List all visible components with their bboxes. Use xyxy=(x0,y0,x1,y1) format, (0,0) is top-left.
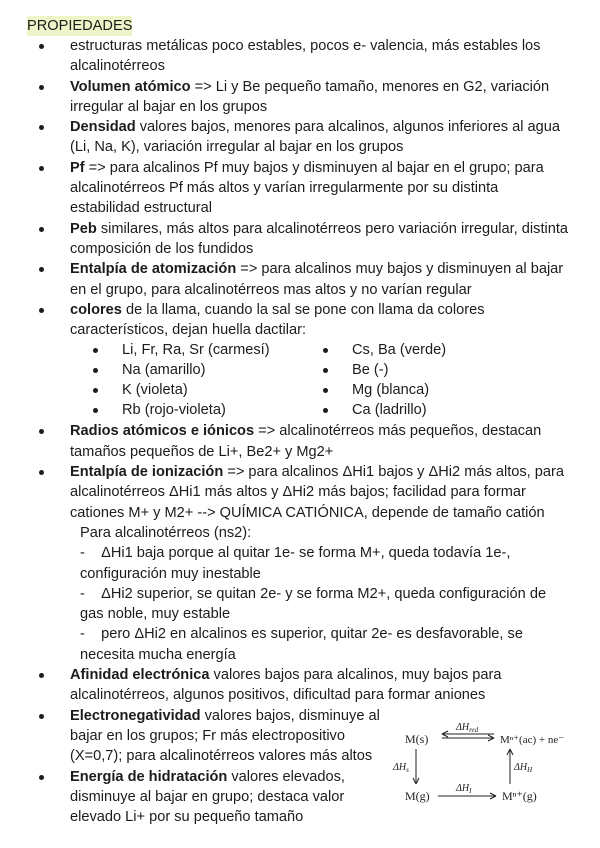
item-term: Pf xyxy=(70,159,85,176)
bullet-dot xyxy=(323,348,328,353)
h-red-label: $\Delta H_{red}$ xyxy=(456,722,479,734)
h-i-label: $\Delta H_I$ xyxy=(456,783,472,795)
properties-list xyxy=(0,36,600,827)
born-haber-cycle-diagram xyxy=(390,718,585,813)
bullet-dot xyxy=(39,85,44,90)
bullet-dot xyxy=(39,429,44,434)
gas-ion-label: Mⁿ⁺(g) xyxy=(502,789,537,803)
ionization-point xyxy=(70,624,570,665)
list-item xyxy=(0,219,600,260)
item-text: valores bajos para alcalinos, muy bajos para alcalinotérreos, algunos positivos, dificultad para formar aniones xyxy=(70,667,502,704)
flame-text: Li, Fr, Ra, Sr (carmesí) xyxy=(122,342,270,359)
item-text: => para alcalinos muy bajos y disminuyen al bajar en el grupo, para alcalinotérreos mas altos y no varían regular xyxy=(70,261,564,298)
item-term: Energía de hidratación xyxy=(70,768,228,785)
solid-metal-label: M(s) xyxy=(405,732,429,746)
dash-marker: - xyxy=(80,585,85,602)
aqueous-ion-label: Mⁿ⁺(ac) + ne⁻ xyxy=(500,734,565,746)
item-term: Densidad xyxy=(70,119,136,136)
list-item xyxy=(0,36,600,77)
item-text: valores elevados, disminuye al bajar en grupo; destaca valor elevado Li+ por su pequeño tamaño xyxy=(70,768,345,826)
list-item xyxy=(0,77,600,118)
flame-text: Rb (rojo-violeta) xyxy=(122,402,226,419)
flame-text: Be (-) xyxy=(352,362,389,379)
flame-colors-list xyxy=(70,340,570,421)
list-item xyxy=(0,421,600,462)
gas-metal-label: M(g) xyxy=(405,789,430,803)
list-item xyxy=(0,665,600,706)
bullet-dot xyxy=(93,368,98,373)
flame-item xyxy=(122,360,206,380)
bullet-dot xyxy=(39,470,44,475)
flame-text: Ca (ladrillo) xyxy=(352,402,427,419)
item-term: Radios atómicos e iónicos xyxy=(70,423,255,440)
flame-item xyxy=(122,340,270,360)
list-item xyxy=(0,158,600,219)
bullet-dot xyxy=(39,673,44,678)
item-term: Peb xyxy=(70,220,97,237)
ionization-text: pero ΔHi2 en alcalinos es superior, quitar 2e- es desfavorable, se necesita mucha energía xyxy=(80,626,523,663)
ionization-details xyxy=(80,523,570,543)
flame-item xyxy=(352,360,388,380)
item-term: Afinidad electrónica xyxy=(70,667,210,684)
item-term: colores xyxy=(70,301,122,318)
bullet-dot xyxy=(323,388,328,393)
item-term: Entalpía de atomización xyxy=(70,261,237,278)
bullet-dot xyxy=(39,267,44,272)
ionization-text: ΔHi1 baja porque al quitar 1e- se forma M+, queda todavía 1e-, configuración muy inestable xyxy=(80,545,511,582)
bullet-dot xyxy=(93,408,98,413)
bullet-dot xyxy=(93,388,98,393)
item-content xyxy=(70,706,380,767)
dash-marker: - xyxy=(80,545,85,562)
h-s-label: $\Delta H_s$ xyxy=(393,762,409,774)
bullet-dot xyxy=(39,44,44,49)
bullet-dot xyxy=(39,714,44,719)
ionization-point xyxy=(70,543,570,584)
list-item xyxy=(0,300,600,422)
item-text: estructuras metálicas poco estables, pocos e- valencia, más estables los alcalinotérreos xyxy=(70,38,541,75)
hydration-arrow xyxy=(507,749,513,784)
bullet-dot xyxy=(39,308,44,313)
list-item xyxy=(0,259,600,300)
flame-item xyxy=(122,400,226,420)
flame-item xyxy=(122,380,188,400)
flame-text: Cs, Ba (verde) xyxy=(352,342,447,359)
flame-item xyxy=(352,400,427,420)
ionization-text: ΔHi2 superior, se quitan 2e- y se forma M2+, queda configuración de gas noble, muy estable xyxy=(80,585,547,623)
sublimation-arrow xyxy=(413,749,419,784)
flame-text: Mg (blanca) xyxy=(352,382,430,399)
bullet-dot xyxy=(39,166,44,171)
item-text: valores bajos, menores para alcalinos, algunos inferiores al agua (Li, Na, K), variación irregular al bajar en los grupos xyxy=(70,119,560,156)
page-title: PROPIEDADES xyxy=(27,18,133,34)
bullet-dot xyxy=(323,368,328,373)
item-text: => para alcalinos ΔHi1 bajos y ΔHi2 más altos, para alcalinotérreos ΔHi1 más altos y ΔHi2 más bajos; facilidad para formar cationes M+ y M2+ --> QUÍMICA CATIÓNICA, depende de tamaño catión xyxy=(70,464,564,521)
flame-text: K (violeta) xyxy=(122,382,188,399)
bullet-dot xyxy=(93,348,98,353)
item-text: valores bajos, disminuye al bajar en los grupos; Fr más electropositivo (X=0,7); para alcalinotérreos valores más altos xyxy=(70,707,380,765)
item-term: Volumen atómico xyxy=(70,78,191,95)
bullet-dot xyxy=(323,408,328,413)
dash-marker: - xyxy=(80,626,85,643)
bullet-dot xyxy=(39,125,44,130)
flame-text: Na (amarillo) xyxy=(122,362,206,379)
ionization-point xyxy=(70,584,570,625)
item-text: de la llama, cuando la sal se pone con llama da colores característicos, dejan huella dactilar: xyxy=(70,301,485,339)
list-item xyxy=(0,462,600,665)
h-h-label: $\Delta H_H$ xyxy=(514,762,533,774)
item-text: => para alcalinos Pf muy bajos y disminuyen al bajar en el grupo; para alcalinotérreos Pf más altos y varían irregularmente por su distinta estabilidad estructural xyxy=(70,159,544,217)
item-content xyxy=(70,767,360,828)
bullet-dot xyxy=(39,775,44,780)
bullet-dot xyxy=(39,227,44,232)
flame-item xyxy=(352,380,429,400)
list-item xyxy=(0,117,600,158)
ionization-subtitle: Para alcalinotérreos (ns2): xyxy=(80,524,252,541)
item-text: similares, más altos para alcalinotérreos pero variación irregular, distinta composición de los fundidos xyxy=(70,220,569,257)
item-term: Entalpía de ionización xyxy=(70,464,224,481)
flame-item xyxy=(352,340,446,360)
item-term: Electronegatividad xyxy=(70,707,201,724)
item-text: => Li y Be pequeño tamaño, menores en G2, variación irregular al bajar en los grupos xyxy=(70,78,550,115)
item-text: => alcalinotérreos más pequeños, destacan tamaños pequeños de Li+, Be2+ y Mg2+ xyxy=(70,423,542,460)
